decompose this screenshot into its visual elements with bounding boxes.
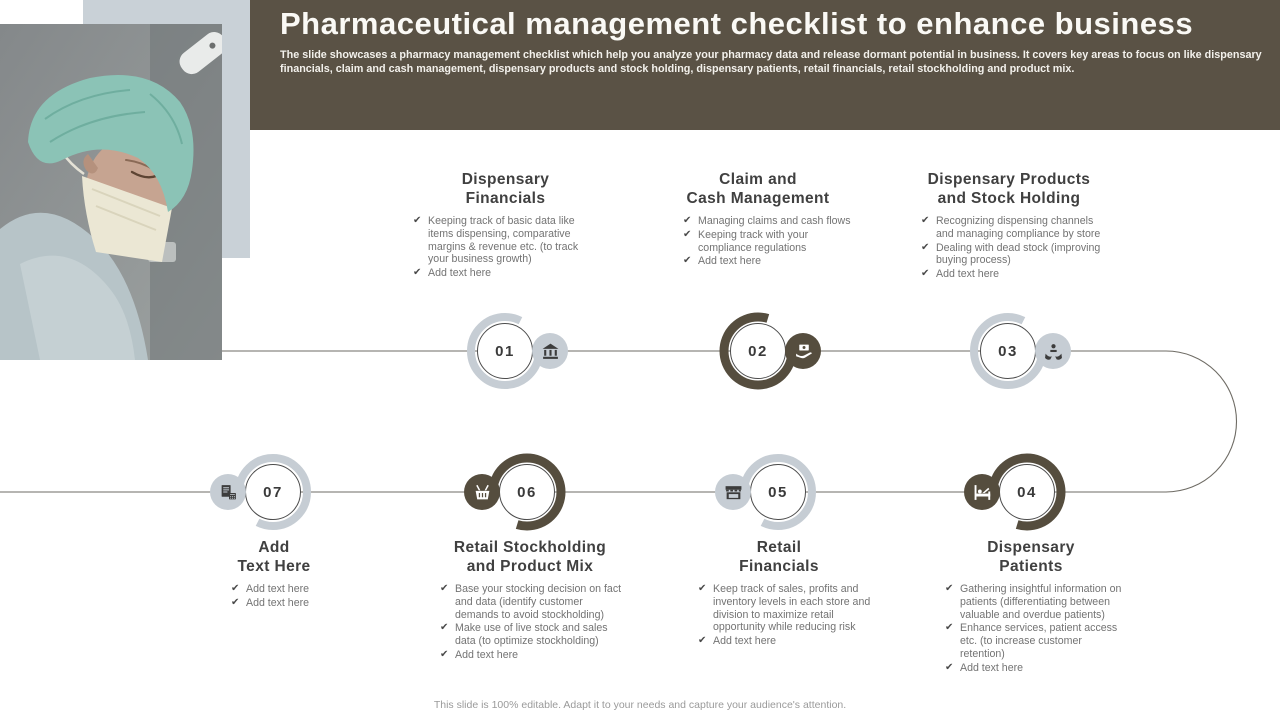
hand-cash-icon [785, 333, 821, 369]
check-icon: ✔ [440, 622, 449, 634]
section-title: Dispensary Products and Stock Holding [927, 171, 1091, 207]
checklist-item: ✔ Add text here [413, 267, 492, 280]
step-number: 01 [477, 323, 533, 379]
check-icon: ✔ [945, 622, 954, 634]
step-node-01 [457, 303, 553, 399]
checklist-item: ✔ Dealing with dead stock (improving buying process) [921, 241, 1101, 267]
checklist [913, 215, 1105, 281]
checklist-item: ✔ Keep track of sales, profits and inventory levels in each store and division to maximize retail opportunity while reducing risk [698, 583, 871, 634]
editable-note: This slide is 100% editable. Adapt it to your needs and capture your audience's attention. [433, 699, 847, 711]
checklist [933, 583, 1129, 675]
patient-bed-icon [964, 474, 1000, 510]
step-number: 04 [999, 464, 1055, 520]
step-number: 03 [980, 323, 1036, 379]
checklist [413, 215, 598, 280]
caring-hands-icon [1035, 333, 1071, 369]
step-number: 07 [245, 464, 301, 520]
checklist-item: ✔ Add text here [945, 661, 1024, 674]
checklist-item: ✔ Recognizing dispensing channels and managing compliance by store [921, 215, 1101, 240]
section-dispensary-financials [413, 170, 598, 281]
checklist-item: ✔ Add text here [683, 255, 762, 268]
check-icon: ✔ [683, 215, 692, 226]
section-title: Dispensary Financials [461, 171, 550, 207]
check-icon: ✔ [683, 255, 692, 267]
step-node-03 [960, 303, 1056, 399]
section-title: Dispensary Patients [987, 539, 1075, 575]
section-dispensary-products-stock [913, 170, 1105, 282]
checklist [686, 583, 872, 648]
checklist-item: ✔ Managing claims and cash flows [683, 215, 851, 227]
step-number: 06 [499, 464, 555, 520]
section-title: Retail Financials [739, 539, 819, 575]
section-title: Claim and Cash Management [686, 171, 830, 207]
shopping-basket-icon [464, 474, 500, 510]
step-node-06 [479, 444, 575, 540]
slide-subtitle: The slide showcases a pharmacy management checklist which help you analyze your pharmacy data and release dormant potential in business. It covers key areas to focus on like dispensary financials, claim and cash management, dispensary products and stock holding, dispensary patients, retail financials, retail stockholding and product mix. [280, 49, 1262, 75]
section-title: Retail Stockholding and Product Mix [453, 539, 607, 575]
check-icon: ✔ [698, 583, 707, 594]
checklist [663, 215, 853, 268]
check-icon: ✔ [440, 583, 449, 594]
checklist-item: ✔ Base your stocking decision on fact and data (identify customer demands to avoid stockholding) [440, 583, 622, 621]
check-icon: ✔ [231, 596, 240, 608]
section-add-text-here [193, 538, 355, 611]
checklist-item: ✔ Gathering insightful information on patients (differentiating between valuable and overdue patients) [945, 583, 1122, 621]
documents-calculator-icon [210, 474, 246, 510]
section-title: Add Text Here [237, 539, 311, 575]
checklist [432, 583, 628, 662]
checklist-item: ✔ Make use of live stock and sales data (to optimize stockholding) [440, 622, 608, 648]
checklist-item: ✔ Add text here [698, 635, 777, 648]
check-icon: ✔ [440, 648, 449, 660]
checklist-item: ✔ Add text here [231, 596, 310, 609]
section-claim-cash-management [663, 170, 853, 269]
checklist-item: ✔ Keeping track with your compliance regulations [683, 228, 809, 254]
check-icon: ✔ [921, 215, 930, 226]
checklist-item: ✔ Keeping track of basic data like items dispensing, comparative margins & revenue etc. (to track your business growth) [413, 215, 579, 266]
page-title: Pharmaceutical management checklist to enhance business [280, 6, 1194, 41]
check-icon: ✔ [921, 268, 930, 280]
step-number: 02 [730, 323, 786, 379]
step-number: 05 [750, 464, 806, 520]
bank-building-icon [532, 333, 568, 369]
step-node-07 [225, 444, 321, 540]
checklist-item: ✔ Enhance services, patient access etc. (to increase customer retention) [945, 622, 1118, 660]
check-icon: ✔ [413, 267, 422, 279]
section-retail-stockholding [432, 538, 628, 663]
check-icon: ✔ [945, 583, 954, 594]
check-icon: ✔ [231, 583, 240, 594]
checklist [193, 583, 355, 610]
step-node-04 [979, 444, 1075, 540]
check-icon: ✔ [683, 228, 692, 240]
step-node-02 [710, 303, 806, 399]
checklist-item: ✔ Add text here [440, 648, 519, 661]
step-node-05 [730, 444, 826, 540]
section-retail-financials [686, 538, 872, 649]
section-dispensary-patients [933, 538, 1129, 676]
checklist-item: ✔ Add text here [231, 583, 310, 595]
check-icon: ✔ [698, 635, 707, 647]
check-icon: ✔ [413, 215, 422, 226]
check-icon: ✔ [945, 661, 954, 673]
check-icon: ✔ [921, 241, 930, 253]
storefront-icon [715, 474, 751, 510]
checklist-item: ✔ Add text here [921, 268, 1000, 281]
